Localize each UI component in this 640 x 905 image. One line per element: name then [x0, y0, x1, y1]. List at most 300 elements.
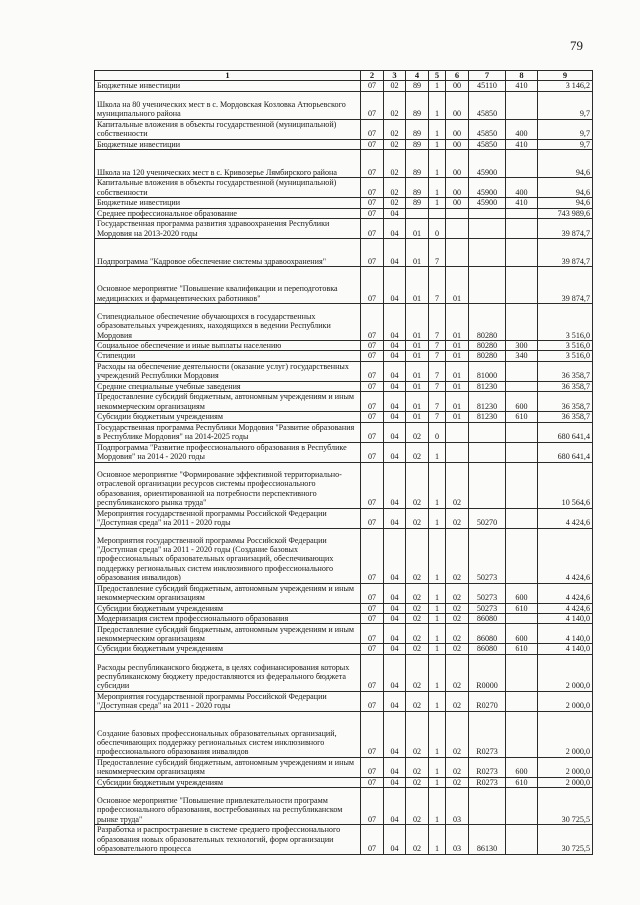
table-row — [95, 825, 593, 854]
subprogram-code-cell: 7 — [429, 351, 446, 361]
section-code-cell: 07 — [361, 654, 384, 691]
section-code-cell: 07 — [361, 219, 384, 239]
table-row — [95, 583, 593, 603]
row-name-cell: Основное мероприятие "Повышение привлекательности программ профессионального образования, востребованных на республиканском рынке труда" — [95, 788, 361, 825]
subprogram-code-cell: 0 — [429, 422, 446, 442]
subprogram-code-cell: 1 — [429, 788, 446, 825]
subprogram-code-cell: 1 — [429, 624, 446, 644]
direction-code-cell: 80280 — [469, 341, 506, 351]
section-code-cell: 07 — [361, 341, 384, 351]
amount-cell: 10 564,6 — [538, 462, 593, 508]
section-code-cell: 07 — [361, 442, 384, 462]
program-code-cell: 01 — [406, 412, 429, 422]
measure-code-cell: 02 — [446, 711, 469, 757]
expense-type-cell: 610 — [506, 644, 538, 654]
section-code-cell: 07 — [361, 624, 384, 644]
subprogram-code-cell: 1 — [429, 583, 446, 603]
subsection-code-cell: 04 — [384, 341, 406, 351]
subprogram-code-cell: 0 — [429, 219, 446, 239]
expense-type-cell: 400 — [506, 119, 538, 139]
subprogram-code-cell: 1 — [429, 508, 446, 528]
program-code-cell: 01 — [406, 381, 429, 391]
subprogram-code-cell: 1 — [429, 91, 446, 119]
section-code-cell: 07 — [361, 392, 384, 412]
program-code-cell — [406, 208, 429, 218]
expense-type-cell: 300 — [506, 341, 538, 351]
row-name-cell: Капитальные вложения в объекты государственной (муниципальной) собственности — [95, 119, 361, 139]
direction-code-cell — [469, 422, 506, 442]
section-code-cell: 07 — [361, 711, 384, 757]
program-code-cell: 02 — [406, 462, 429, 508]
section-code-cell: 07 — [361, 208, 384, 218]
table-row — [95, 442, 593, 462]
section-code-cell: 07 — [361, 528, 384, 583]
direction-code-cell: 45850 — [469, 119, 506, 139]
amount-cell: 36 358,7 — [538, 361, 593, 381]
table-row — [95, 91, 593, 119]
amount-cell: 680 641,4 — [538, 442, 593, 462]
direction-code-cell: 86130 — [469, 825, 506, 854]
row-name-cell: Среднее профессиональное образование — [95, 208, 361, 218]
amount-cell: 680 641,4 — [538, 422, 593, 442]
row-name-cell: Стипендиальное обеспечение обучающихся в государственных образовательных учреждениях, находящихся в ведении Республики Мордовия — [95, 304, 361, 341]
expense-type-cell: 410 — [506, 139, 538, 149]
row-name-cell: Субсидии бюджетным учреждениям — [95, 644, 361, 654]
expense-type-cell — [506, 361, 538, 381]
table-row — [95, 644, 593, 654]
measure-code-cell: 02 — [446, 624, 469, 644]
measure-code-cell: 00 — [446, 91, 469, 119]
table-row — [95, 412, 593, 422]
amount-cell: 94,6 — [538, 178, 593, 198]
row-name-cell: Предоставление субсидий бюджетным, автономным учреждениям и иным некоммерческим организациям — [95, 392, 361, 412]
direction-code-cell: 50273 — [469, 603, 506, 613]
section-code-cell: 07 — [361, 422, 384, 442]
program-code-cell: 01 — [406, 351, 429, 361]
column-header-subsection: 3 — [384, 71, 406, 81]
table-row — [95, 304, 593, 341]
amount-cell: 36 358,7 — [538, 412, 593, 422]
subprogram-code-cell: 1 — [429, 119, 446, 139]
expense-type-cell — [506, 239, 538, 267]
amount-cell: 2 000,0 — [538, 654, 593, 691]
row-name-cell: Создание базовых профессиональных образовательных организаций, обеспечивающих поддержку региональных систем инклюзивного профессионального образования инвалидов — [95, 711, 361, 757]
subsection-code-cell: 04 — [384, 219, 406, 239]
expense-type-cell — [506, 208, 538, 218]
table-row — [95, 422, 593, 442]
amount-cell: 3 516,0 — [538, 351, 593, 361]
subsection-code-cell: 04 — [384, 654, 406, 691]
row-name-cell: Мероприятия государственной программы Российской Федерации "Доступная среда" на 2011 - 2020 годы — [95, 691, 361, 711]
section-code-cell: 07 — [361, 351, 384, 361]
expense-type-cell: 600 — [506, 392, 538, 412]
section-code-cell: 07 — [361, 825, 384, 854]
amount-cell: 4 140,0 — [538, 644, 593, 654]
subsection-code-cell: 04 — [384, 304, 406, 341]
amount-cell: 36 358,7 — [538, 392, 593, 412]
table-row — [95, 119, 593, 139]
expense-type-cell — [506, 219, 538, 239]
subprogram-code-cell: 7 — [429, 412, 446, 422]
expense-type-cell — [506, 91, 538, 119]
program-code-cell: 89 — [406, 81, 429, 91]
table-row — [95, 178, 593, 198]
direction-code-cell: 81230 — [469, 392, 506, 412]
expense-type-cell — [506, 691, 538, 711]
amount-cell: 36 358,7 — [538, 381, 593, 391]
expense-type-cell: 600 — [506, 624, 538, 644]
program-code-cell: 02 — [406, 508, 429, 528]
row-name-cell: Субсидии бюджетным учреждениям — [95, 777, 361, 787]
subprogram-code-cell: 1 — [429, 150, 446, 178]
direction-code-cell: 86080 — [469, 644, 506, 654]
amount-cell: 9,7 — [538, 119, 593, 139]
table-row — [95, 139, 593, 149]
table-row — [95, 381, 593, 391]
measure-code-cell: 03 — [446, 825, 469, 854]
table-row — [95, 528, 593, 583]
direction-code-cell: 45850 — [469, 91, 506, 119]
subprogram-code-cell: 7 — [429, 341, 446, 351]
table-row — [95, 239, 593, 267]
section-code-cell: 07 — [361, 757, 384, 777]
subsection-code-cell: 02 — [384, 139, 406, 149]
row-name-cell: Школа на 120 ученических мест в с. Кривозерье Лямбирского района — [95, 150, 361, 178]
amount-cell: 9,7 — [538, 139, 593, 149]
amount-cell: 30 725,5 — [538, 825, 593, 854]
direction-code-cell: 50270 — [469, 508, 506, 528]
direction-code-cell: 50273 — [469, 528, 506, 583]
amount-cell: 30 725,5 — [538, 788, 593, 825]
program-code-cell: 02 — [406, 624, 429, 644]
subsection-code-cell: 02 — [384, 91, 406, 119]
section-code-cell: 07 — [361, 139, 384, 149]
budget-table — [94, 70, 593, 855]
direction-code-cell: 50273 — [469, 583, 506, 603]
table-row — [95, 508, 593, 528]
measure-code-cell: 00 — [446, 139, 469, 149]
subsection-code-cell: 04 — [384, 508, 406, 528]
measure-code-cell — [446, 208, 469, 218]
subprogram-code-cell: 7 — [429, 304, 446, 341]
section-code-cell: 07 — [361, 412, 384, 422]
table-row — [95, 691, 593, 711]
subsection-code-cell: 04 — [384, 583, 406, 603]
program-code-cell: 02 — [406, 691, 429, 711]
subprogram-code-cell: 7 — [429, 392, 446, 412]
direction-code-cell: 81230 — [469, 381, 506, 391]
table-row — [95, 624, 593, 644]
program-code-cell: 02 — [406, 777, 429, 787]
expense-type-cell — [506, 150, 538, 178]
subprogram-code-cell: 1 — [429, 81, 446, 91]
expense-type-cell — [506, 528, 538, 583]
section-code-cell: 07 — [361, 150, 384, 178]
section-code-cell: 07 — [361, 304, 384, 341]
measure-code-cell: 01 — [446, 381, 469, 391]
expense-type-cell — [506, 462, 538, 508]
row-name-cell: Основное мероприятие "Повышение квалификации и переподготовка медицинских и фармацевтических работников" — [95, 267, 361, 304]
program-code-cell: 02 — [406, 711, 429, 757]
column-header-section: 2 — [361, 71, 384, 81]
section-code-cell: 07 — [361, 178, 384, 198]
measure-code-cell: 02 — [446, 603, 469, 613]
row-name-cell: Основное мероприятие "Формирование эффективной территориально-отраслевой организации ресурсов системы профессионального образования, ориентированной на потребности перспективного республиканского рынка труда" — [95, 462, 361, 508]
section-code-cell: 07 — [361, 644, 384, 654]
amount-cell: 3 516,0 — [538, 341, 593, 351]
subsection-code-cell: 04 — [384, 267, 406, 304]
table-row — [95, 351, 593, 361]
amount-cell: 3 516,0 — [538, 304, 593, 341]
expense-type-cell — [506, 508, 538, 528]
amount-cell: 39 874,7 — [538, 267, 593, 304]
subsection-code-cell: 02 — [384, 198, 406, 208]
subsection-code-cell: 04 — [384, 442, 406, 462]
direction-code-cell: R0273 — [469, 777, 506, 787]
program-code-cell: 02 — [406, 583, 429, 603]
program-code-cell: 89 — [406, 198, 429, 208]
expense-type-cell: 600 — [506, 757, 538, 777]
row-name-cell: Предоставление субсидий бюджетным, автономным учреждениям и иным некоммерческим организациям — [95, 624, 361, 644]
measure-code-cell: 02 — [446, 644, 469, 654]
subprogram-code-cell: 7 — [429, 267, 446, 304]
expense-type-cell: 410 — [506, 198, 538, 208]
subprogram-code-cell: 1 — [429, 711, 446, 757]
measure-code-cell: 01 — [446, 351, 469, 361]
program-code-cell: 02 — [406, 614, 429, 624]
amount-cell: 2 000,0 — [538, 757, 593, 777]
subprogram-code-cell: 7 — [429, 361, 446, 381]
direction-code-cell: 81000 — [469, 361, 506, 381]
expense-type-cell: 610 — [506, 777, 538, 787]
subprogram-code-cell: 1 — [429, 603, 446, 613]
subprogram-code-cell: 1 — [429, 614, 446, 624]
program-code-cell: 01 — [406, 392, 429, 412]
program-code-cell: 02 — [406, 528, 429, 583]
program-code-cell: 02 — [406, 442, 429, 462]
table-row — [95, 757, 593, 777]
expense-type-cell — [506, 381, 538, 391]
measure-code-cell: 00 — [446, 119, 469, 139]
row-name-cell: Предоставление субсидий бюджетным, автономным учреждениям и иным некоммерческим организациям — [95, 583, 361, 603]
subsection-code-cell: 04 — [384, 361, 406, 381]
row-name-cell: Школа на 80 ученических мест в с. Мордовская Козловка Атюрьевского муниципального района — [95, 91, 361, 119]
direction-code-cell: 45900 — [469, 150, 506, 178]
amount-cell: 2 000,0 — [538, 691, 593, 711]
subprogram-code-cell: 1 — [429, 442, 446, 462]
table-row — [95, 603, 593, 613]
expense-type-cell — [506, 711, 538, 757]
subprogram-code-cell: 1 — [429, 528, 446, 583]
subsection-code-cell: 02 — [384, 150, 406, 178]
subprogram-code-cell: 1 — [429, 777, 446, 787]
program-code-cell: 89 — [406, 119, 429, 139]
column-header-name: 1 — [95, 71, 361, 81]
subprogram-code-cell: 1 — [429, 178, 446, 198]
section-code-cell: 07 — [361, 239, 384, 267]
amount-cell: 3 146,2 — [538, 81, 593, 91]
measure-code-cell: 02 — [446, 508, 469, 528]
expense-type-cell — [506, 614, 538, 624]
table-row — [95, 150, 593, 178]
subprogram-code-cell: 7 — [429, 381, 446, 391]
table-row — [95, 219, 593, 239]
subsection-code-cell: 04 — [384, 614, 406, 624]
expense-type-cell: 410 — [506, 81, 538, 91]
measure-code-cell: 03 — [446, 788, 469, 825]
row-name-cell: Средние специальные учебные заведения — [95, 381, 361, 391]
subsection-code-cell: 02 — [384, 119, 406, 139]
subprogram-code-cell: 7 — [429, 239, 446, 267]
section-code-cell: 07 — [361, 91, 384, 119]
amount-cell: 4 424,6 — [538, 528, 593, 583]
expense-type-cell: 610 — [506, 412, 538, 422]
row-name-cell: Субсидии бюджетным учреждениям — [95, 603, 361, 613]
subprogram-code-cell: 1 — [429, 198, 446, 208]
program-code-cell: 89 — [406, 178, 429, 198]
measure-code-cell: 02 — [446, 777, 469, 787]
program-code-cell: 01 — [406, 267, 429, 304]
measure-code-cell: 02 — [446, 614, 469, 624]
measure-code-cell — [446, 219, 469, 239]
table-row — [95, 361, 593, 381]
subsection-code-cell: 04 — [384, 351, 406, 361]
subsection-code-cell: 04 — [384, 788, 406, 825]
row-name-cell: Расходы республиканского бюджета, в целях софинансирования которых республиканскому бюджету предоставляются из федерального бюджета субсидии — [95, 654, 361, 691]
direction-code-cell — [469, 462, 506, 508]
table-row — [95, 788, 593, 825]
measure-code-cell: 01 — [446, 304, 469, 341]
row-name-cell: Мероприятия государственной программы Российской Федерации "Доступная среда" на 2011 - 2020 годы (Создание базовых профессиональных образовательных организаций, обеспечивающих поддержку региональных систем инклюзивного профессионального образования инвалидов) — [95, 528, 361, 583]
program-code-cell: 02 — [406, 422, 429, 442]
row-name-cell: Государственная программа Республики Мордовия "Развитие образования в Республике Мордовия" на 2014-2025 годы — [95, 422, 361, 442]
direction-code-cell: 80280 — [469, 351, 506, 361]
section-code-cell: 07 — [361, 583, 384, 603]
measure-code-cell — [446, 422, 469, 442]
row-name-cell: Капитальные вложения в объекты государственной (муниципальной) собственности — [95, 178, 361, 198]
measure-code-cell: 02 — [446, 583, 469, 603]
direction-code-cell: 45850 — [469, 139, 506, 149]
subsection-code-cell: 04 — [384, 711, 406, 757]
amount-cell: 2 000,0 — [538, 711, 593, 757]
subprogram-code-cell: 1 — [429, 691, 446, 711]
subprogram-code-cell: 1 — [429, 654, 446, 691]
column-header-subprogram: 5 — [429, 71, 446, 81]
amount-cell: 2 000,0 — [538, 777, 593, 787]
row-name-cell: Мероприятия государственной программы Российской Федерации "Доступная среда" на 2011 - 2020 годы — [95, 508, 361, 528]
row-name-cell: Разработка и распространение в системе среднего профессионального образования новых образовательных технологий, форм организации образовательного процесса — [95, 825, 361, 854]
measure-code-cell: 02 — [446, 654, 469, 691]
column-header-amount: 9 — [538, 71, 593, 81]
amount-cell: 4 140,0 — [538, 614, 593, 624]
section-code-cell: 07 — [361, 198, 384, 208]
measure-code-cell: 02 — [446, 691, 469, 711]
expense-type-cell: 340 — [506, 351, 538, 361]
program-code-cell: 02 — [406, 825, 429, 854]
section-code-cell: 07 — [361, 788, 384, 825]
direction-code-cell: R0270 — [469, 691, 506, 711]
subsection-code-cell: 04 — [384, 691, 406, 711]
amount-cell: 39 874,7 — [538, 219, 593, 239]
row-name-cell: Субсидии бюджетным учреждениям — [95, 412, 361, 422]
subprogram-code-cell: 1 — [429, 462, 446, 508]
page-number: 79 — [570, 38, 583, 53]
program-code-cell: 02 — [406, 788, 429, 825]
expense-type-cell — [506, 654, 538, 691]
section-code-cell: 07 — [361, 81, 384, 91]
expense-type-cell — [506, 442, 538, 462]
amount-cell: 743 989,6 — [538, 208, 593, 218]
section-code-cell: 07 — [361, 381, 384, 391]
section-code-cell: 07 — [361, 267, 384, 304]
direction-code-cell: R0000 — [469, 654, 506, 691]
column-header-expense-type: 8 — [506, 71, 538, 81]
program-code-cell: 02 — [406, 644, 429, 654]
row-name-cell: Подпрограмма "Кадровое обеспечение системы здравоохранения" — [95, 239, 361, 267]
direction-code-cell: 45900 — [469, 178, 506, 198]
table-row — [95, 81, 593, 91]
direction-code-cell — [469, 788, 506, 825]
direction-code-cell: 45110 — [469, 81, 506, 91]
direction-code-cell: R0273 — [469, 757, 506, 777]
direction-code-cell: 80280 — [469, 304, 506, 341]
subprogram-code-cell — [429, 208, 446, 218]
subsection-code-cell: 04 — [384, 462, 406, 508]
row-name-cell: Подпрограмма "Развитие профессионального образования в Республике Мордовия" на 2014 - 2020 годы — [95, 442, 361, 462]
measure-code-cell: 00 — [446, 178, 469, 198]
row-name-cell: Бюджетные инвестиции — [95, 139, 361, 149]
row-name-cell: Стипендии — [95, 351, 361, 361]
section-code-cell: 07 — [361, 603, 384, 613]
row-name-cell: Бюджетные инвестиции — [95, 198, 361, 208]
subsection-code-cell: 04 — [384, 412, 406, 422]
amount-cell: 94,6 — [538, 150, 593, 178]
row-name-cell: Государственная программа развития здравоохранения Республики Мордовия на 2013-2020 годы — [95, 219, 361, 239]
column-header-direction: 7 — [469, 71, 506, 81]
table-row — [95, 208, 593, 218]
measure-code-cell: 01 — [446, 412, 469, 422]
column-header-program: 4 — [406, 71, 429, 81]
subsection-code-cell: 04 — [384, 208, 406, 218]
expense-type-cell — [506, 267, 538, 304]
table-row — [95, 267, 593, 304]
subprogram-code-cell: 1 — [429, 139, 446, 149]
program-code-cell: 01 — [406, 239, 429, 267]
row-name-cell: Предоставление субсидий бюджетным, автономным учреждениям и иным некоммерческим организациям — [95, 757, 361, 777]
row-name-cell: Модернизация систем профессионального образования — [95, 614, 361, 624]
expense-type-cell — [506, 788, 538, 825]
measure-code-cell: 01 — [446, 361, 469, 381]
section-code-cell: 07 — [361, 361, 384, 381]
direction-code-cell — [469, 267, 506, 304]
measure-code-cell — [446, 239, 469, 267]
amount-cell: 94,6 — [538, 198, 593, 208]
measure-code-cell — [446, 442, 469, 462]
table-row — [95, 614, 593, 624]
subprogram-code-cell: 1 — [429, 644, 446, 654]
subsection-code-cell: 04 — [384, 422, 406, 442]
direction-code-cell — [469, 219, 506, 239]
column-header-measure: 6 — [446, 71, 469, 81]
amount-cell: 4 140,0 — [538, 624, 593, 644]
table-row — [95, 654, 593, 691]
table-row — [95, 711, 593, 757]
row-name-cell: Социальное обеспечение и иные выплаты населению — [95, 341, 361, 351]
program-code-cell: 89 — [406, 139, 429, 149]
row-name-cell: Расходы на обеспечение деятельности (оказание услуг) государственных учреждений Республики Мордовия — [95, 361, 361, 381]
measure-code-cell: 02 — [446, 757, 469, 777]
section-code-cell: 07 — [361, 777, 384, 787]
